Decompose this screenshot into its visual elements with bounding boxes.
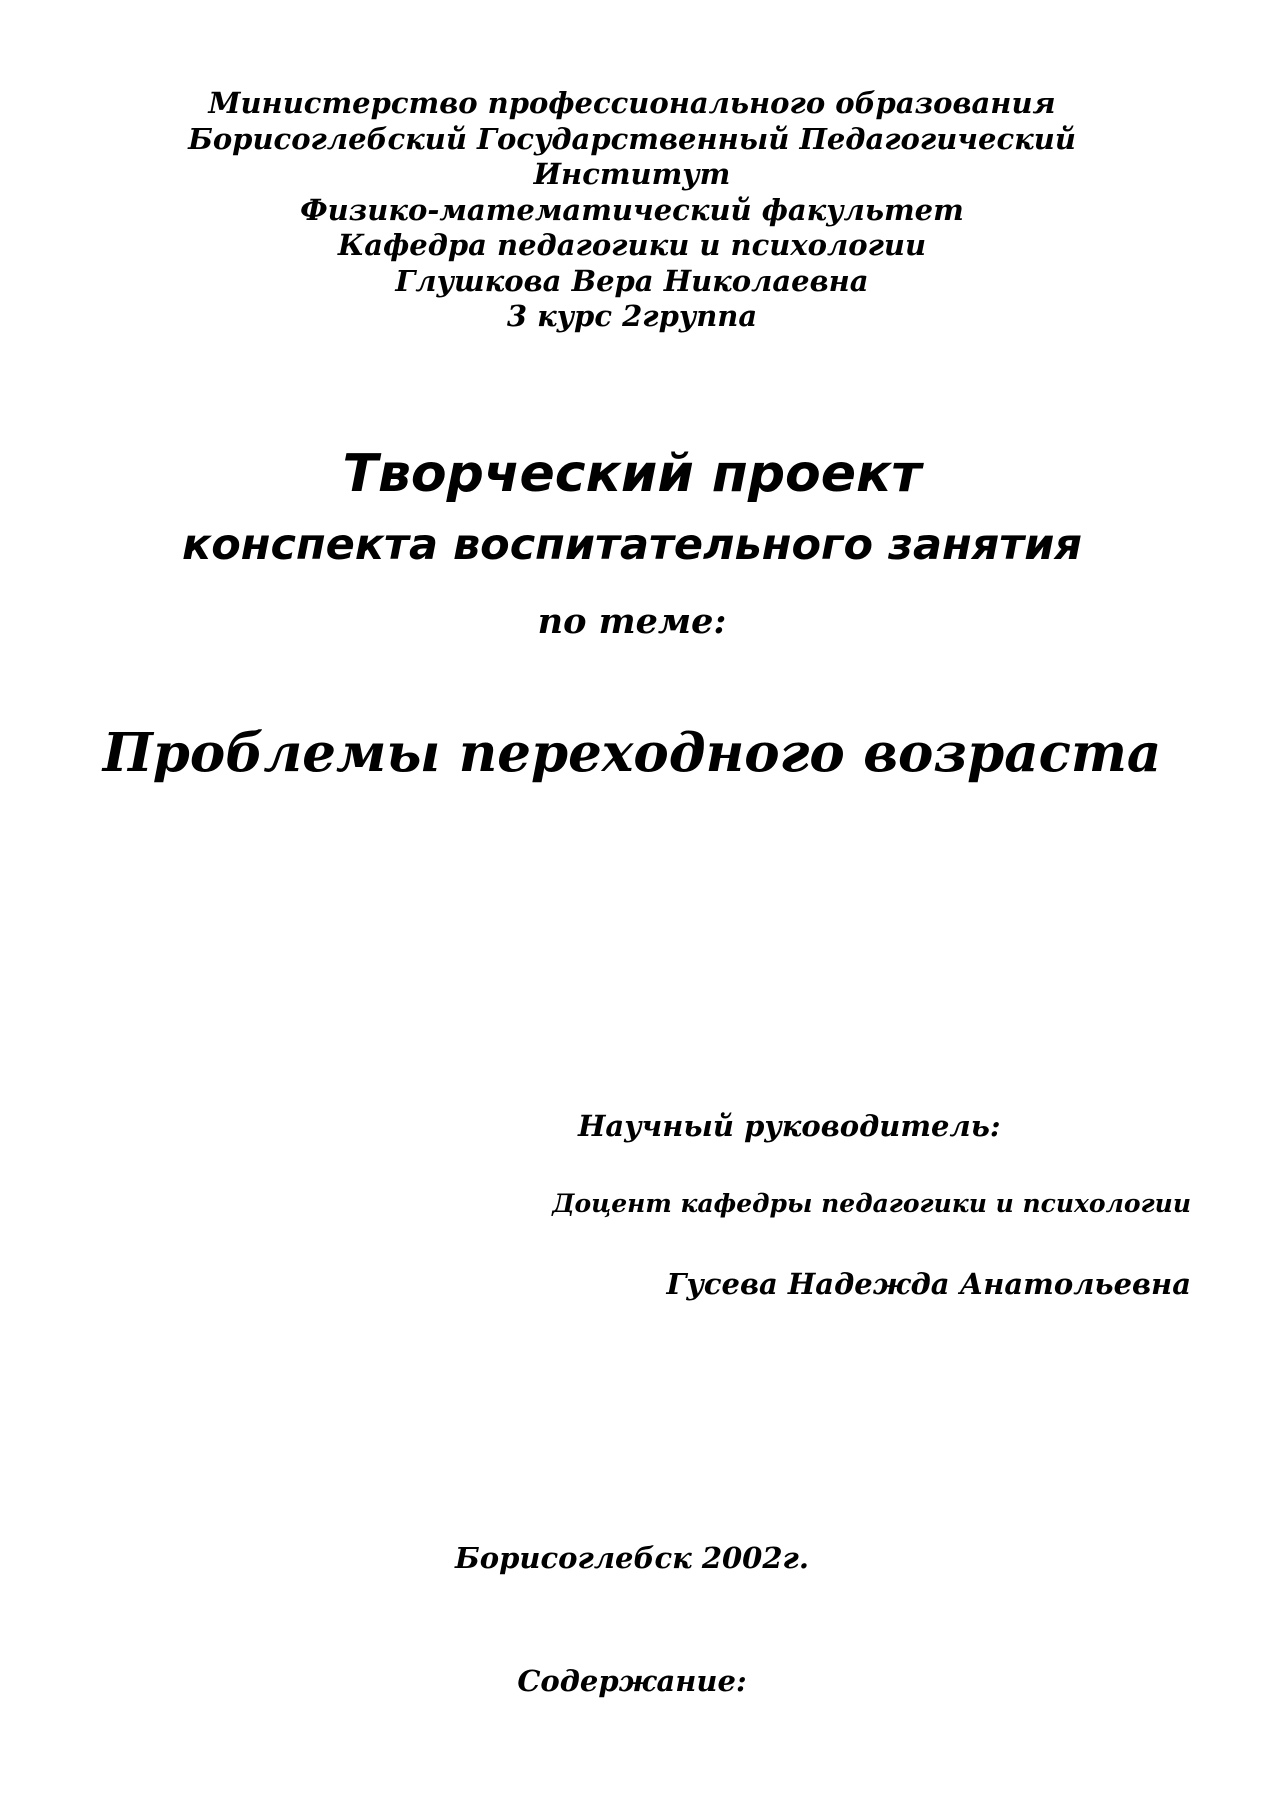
institution-header [0, 86, 1264, 335]
supervisor-position: Доцент кафедры педагогики и психологии [552, 1189, 1191, 1218]
institute-line-continued: Институт [533, 157, 731, 191]
institute-line: Борисоглебский Государственный Педагогический [188, 121, 1076, 156]
ministry-line: Министерство профессионального образования [208, 86, 1056, 120]
department-line: Кафедра педагогики и психологии [337, 228, 927, 262]
course-group: 3 курс 2группа [506, 299, 758, 333]
author-name: Глушкова Вера Николаевна [395, 263, 869, 298]
by-topic-label: по теме: [537, 601, 727, 642]
faculty-line: Физико-математический факультет [300, 192, 964, 227]
place-and-year: Борисоглебск 2002г. [455, 1541, 809, 1575]
project-subtitle: конспекта воспитательного занятия [182, 520, 1082, 570]
contents-heading: Содержание: [517, 1664, 747, 1698]
supervisor-label: Научный руководитель: [578, 1109, 1001, 1143]
project-title: Творческий проект [342, 444, 922, 504]
project-topic: Проблемы переходного возраста [102, 722, 1162, 784]
supervisor-name: Гусева Надежда Анатольевна [666, 1267, 1191, 1301]
